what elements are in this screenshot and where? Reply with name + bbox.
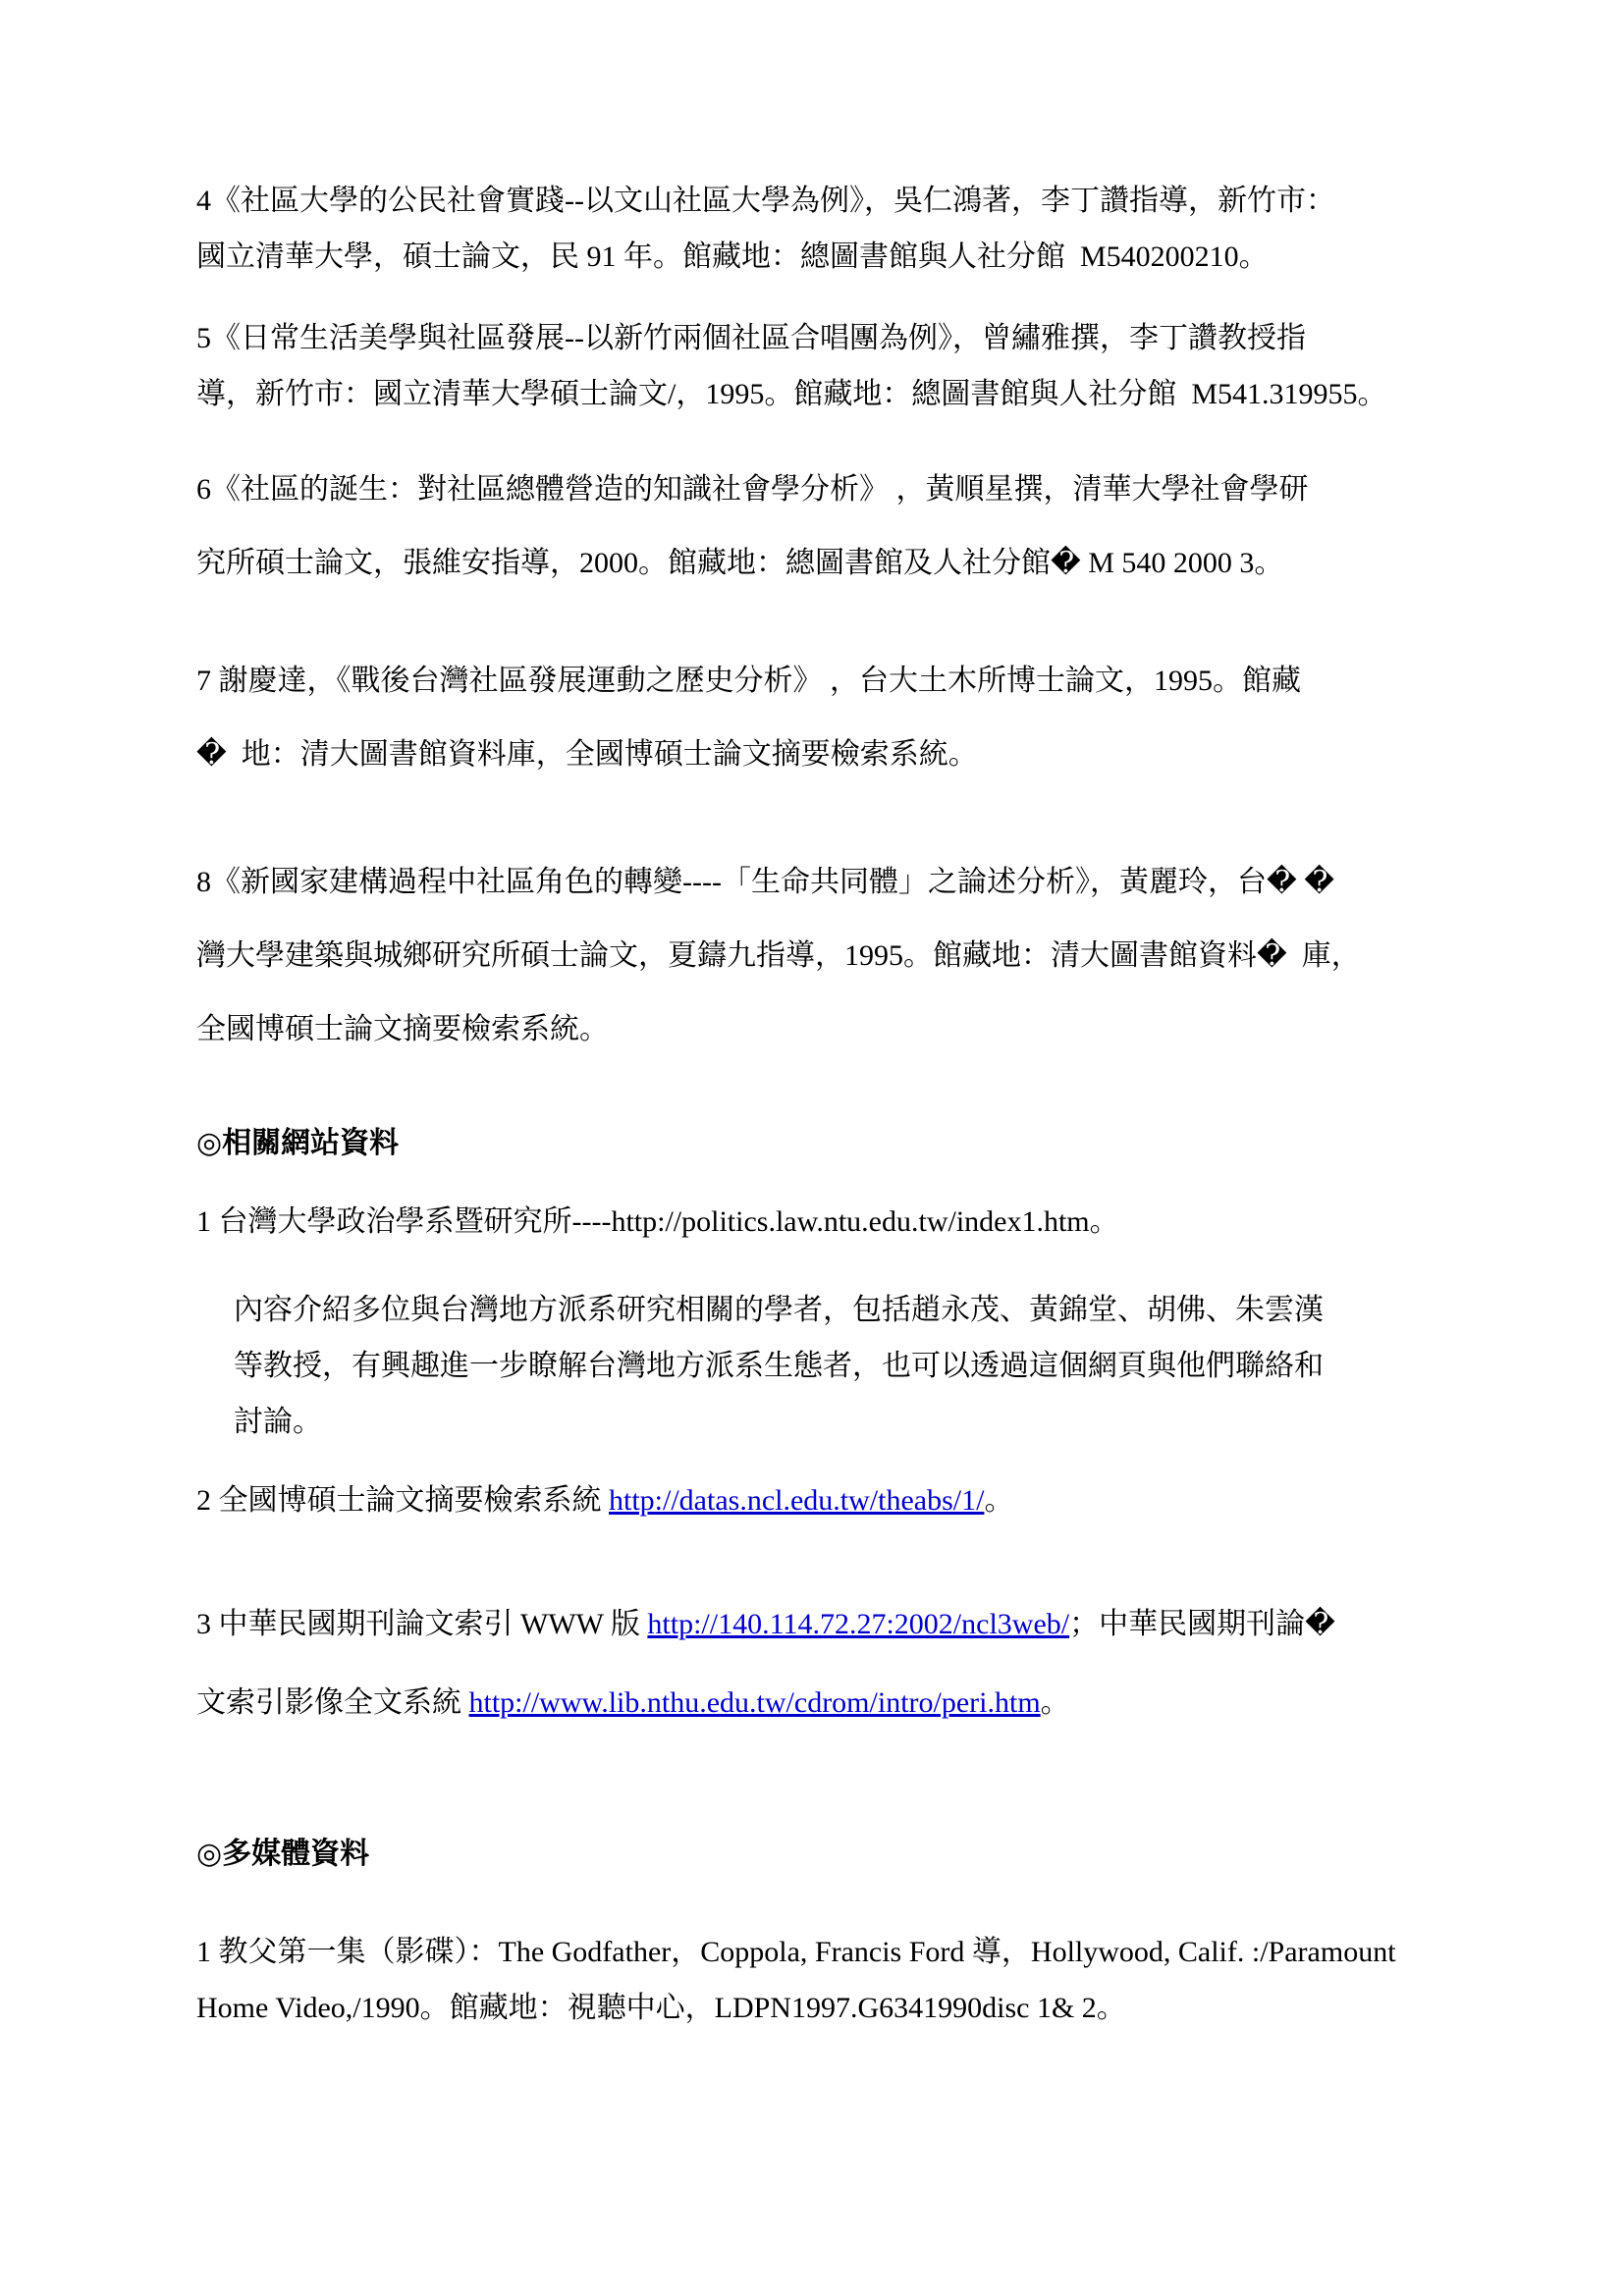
thesis-item-6 bbox=[196, 453, 1477, 600]
website-item-1-text: 1 台灣大學政治學系暨研究所----http://politics.law.ntu.edu.tw/index1.htm。 bbox=[196, 1205, 1119, 1238]
website-item-3-line-2 bbox=[196, 1664, 1477, 1742]
website-item-2-text: 2 全國博碩士論文摘要檢索系統 bbox=[196, 1484, 609, 1517]
multimedia-item-1 bbox=[196, 1924, 1477, 2036]
websites-section-heading bbox=[196, 1115, 1477, 1171]
thesis-item-7-line-2: � 地：清大圖書館資料庫，全國博碩士論文摘要檢索系統。 bbox=[196, 738, 978, 771]
website-item-3-period: 。 bbox=[1040, 1686, 1070, 1719]
website-item-3-text-3: 文索引影像全文系統 bbox=[196, 1686, 469, 1719]
thesis-item-8-line-3: 全國博碩士論文摘要檢索系統。 bbox=[196, 1013, 609, 1045]
thesis-item-7 bbox=[196, 644, 1477, 791]
thesis-item-8-line-2: 灣大學建築與城鄉研究所碩士論文，夏鑄九指導，1995。館藏地：清大圖書館資料� 庫， bbox=[196, 939, 1361, 972]
website-item-2 bbox=[196, 1472, 1477, 1528]
website-item-3-text-1: 3 中華民國期刊論文索引 WWW 版 bbox=[196, 1608, 648, 1640]
multimedia-item-1-line-2: Home Video,/1990。館藏地：視聽中心，LDPN1997.G6341990disc 1& 2。 bbox=[196, 1992, 1126, 2024]
website-item-2-period: 。 bbox=[984, 1484, 1014, 1517]
website-item-2-line bbox=[196, 1472, 1477, 1528]
ncl3web-link[interactable]: http://140.114.72.27:2002/ncl3web/ bbox=[647, 1608, 1070, 1640]
multimedia-item-1-line-1: 1 教父第一集（影碟）：The Godfather，Coppola, Francis Ford 導，Hollywood, Calif. :/Paramount bbox=[196, 1936, 1396, 1968]
website-item-3 bbox=[196, 1585, 1477, 1742]
website-item-3-line-1 bbox=[196, 1585, 1477, 1664]
website-item-1-description bbox=[196, 1282, 1477, 1450]
website-item-3-text-2: ；中華民國期刊論� bbox=[1069, 1608, 1335, 1640]
thesis-item-8-line-1: 8《新國家建構過程中社區角色的轉變----「生命共同體」之論述分析》，黃麗玲，台� � bbox=[196, 866, 1334, 898]
thesis-item-4-line-1: 4《社區大學的公民社會實踐--以文山社區大學為例》，吳仁鴻著，李丁讚指導，新竹市： bbox=[196, 185, 1335, 217]
thesis-item-6-line-1: 6《社區的誕生：對社區總體營造的知識社會學分析》 ，黃順星撰，清華大學社會學研 bbox=[196, 473, 1309, 506]
thesis-item-7-line-1: 7 謝慶達，《戰後台灣社區發展運動之歷史分析》 ，台大土木所博士論文，1995。館藏 bbox=[196, 665, 1301, 697]
thesis-item-5 bbox=[196, 310, 1477, 422]
nthu-cdrom-link[interactable]: http://www.lib.nthu.edu.tw/cdrom/intro/peri.htm bbox=[468, 1686, 1041, 1719]
thesis-item-4-line-2: 國立清華大學，碩士論文，民 91 年。館藏地：總圖書館與人社分館 M540200210。 bbox=[196, 240, 1269, 273]
website-description-line-2: 等教授，有興趣進一步瞭解台灣地方派系生態者，也可以透過這個網頁與他們聯絡和 bbox=[234, 1350, 1324, 1382]
theabs-link[interactable]: http://datas.ncl.edu.tw/theabs/1/ bbox=[609, 1484, 985, 1517]
thesis-item-4 bbox=[196, 173, 1477, 285]
multimedia-section-heading-text: ◎多媒體資料 bbox=[196, 1838, 370, 1870]
multimedia-section-heading bbox=[196, 1826, 1477, 1882]
website-description-line-1: 內容介紹多位與台灣地方派系研究相關的學者，包括趙永茂、黃錦堂、胡佛、朱雲漢 bbox=[234, 1294, 1324, 1326]
thesis-item-5-line-1: 5《日常生活美學與社區發展--以新竹兩個社區合唱團為例》，曾繡雅撰，李丁讚教授指 bbox=[196, 322, 1306, 354]
websites-section-heading-text: ◎相關網站資料 bbox=[196, 1127, 400, 1159]
website-description-line-3: 討論。 bbox=[234, 1406, 322, 1438]
thesis-item-5-line-2: 導，新竹市：國立清華大學碩士論文/，1995。館藏地：總圖書館與人社分館 M541.319955。 bbox=[196, 378, 1387, 410]
thesis-item-6-line-2: 究所碩士論文，張維安指導，2000。館藏地：總圖書館及人社分館� M 540 2000 3。 bbox=[196, 547, 1284, 579]
website-item-1 bbox=[196, 1194, 1477, 1250]
thesis-item-8 bbox=[196, 845, 1477, 1066]
